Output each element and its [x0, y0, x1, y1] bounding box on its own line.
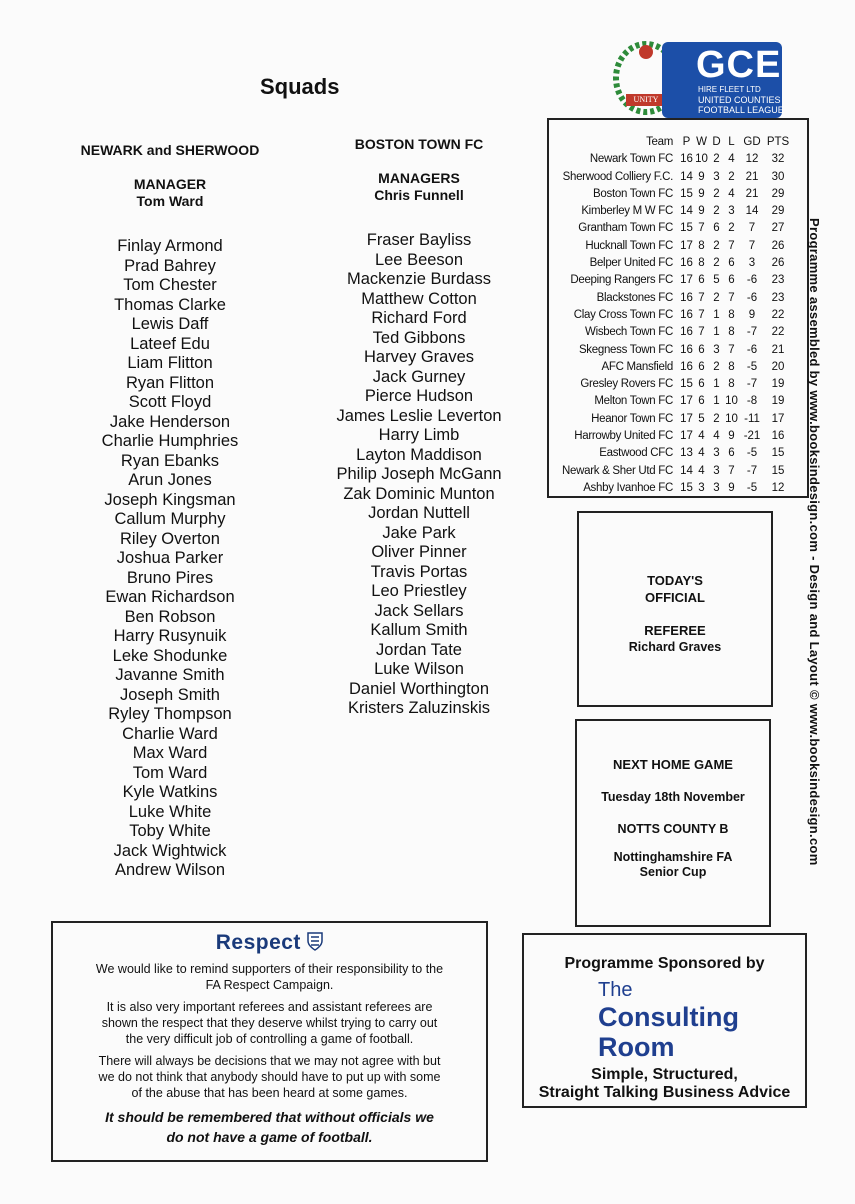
respect-p3-line3: of the abuse that has been heard at some games. — [131, 1086, 408, 1100]
home-player: Bruno Pires — [126, 568, 214, 587]
league-cell-pts: 15 — [771, 447, 785, 460]
league-cell-d: 1 — [713, 378, 720, 391]
league-cell-l: 10 — [725, 395, 738, 408]
league-cell-team: Wisbech Town FC — [585, 326, 673, 339]
away-player: Zak Dominic Munton — [343, 484, 495, 503]
league-cell-team: Harrowby United FC — [574, 430, 673, 443]
league-cell-team: Belper United FC — [589, 257, 673, 270]
home-manager-label: MANAGER — [133, 176, 207, 192]
league-cell-gd: 9 — [748, 308, 756, 321]
league-cell-pts: 22 — [771, 326, 785, 339]
away-player: Luke Wilson — [374, 660, 464, 678]
league-row — [557, 151, 791, 168]
league-cell-l: 7 — [728, 464, 735, 477]
home-player: Jack Wightwick — [113, 841, 227, 860]
league-cell-p: 14 — [680, 464, 693, 477]
away-player: Lee Beeson — [374, 250, 464, 269]
league-cell-gd: 21 — [745, 187, 759, 200]
respect-box — [51, 921, 488, 1162]
league-cell-pts: 23 — [771, 291, 785, 304]
home-player: Liam Flitton — [127, 354, 213, 372]
home-player: Scott Floyd — [128, 393, 212, 411]
header-p: P — [682, 136, 691, 148]
league-cell-d: 1 — [713, 326, 720, 339]
league-cell-l: 8 — [728, 308, 735, 321]
league-cell-l: 6 — [728, 257, 735, 270]
league-cell-pts: 22 — [771, 308, 785, 321]
league-cell-w: 8 — [698, 257, 705, 270]
league-cell-d: 2 — [713, 205, 720, 218]
league-cell-p: 14 — [680, 205, 693, 218]
league-cell-pts: 16 — [771, 430, 785, 443]
league-cell-p: 16 — [680, 343, 693, 356]
home-player: Charlie Ward — [122, 724, 218, 743]
league-cell-team: Eastwood CFC — [599, 447, 673, 460]
home-player: Luke White — [128, 802, 212, 821]
league-cell-pts: 26 — [771, 257, 785, 270]
logo-sub2: UNITED COUNTIES — [698, 95, 781, 105]
league-cell-gd: -7 — [746, 378, 758, 391]
league-cell-d: 2 — [713, 153, 720, 166]
league-cell-d: 2 — [713, 412, 720, 425]
league-cell-team: Skegness Town FC — [578, 343, 673, 356]
respect-p2-line2: shown the respect that they deserve whilst trying to carry out — [101, 1016, 438, 1030]
league-table — [557, 134, 791, 497]
away-player: Harvey Graves — [363, 348, 475, 366]
league-cell-d: 2 — [713, 187, 720, 200]
league-cell-w: 4 — [698, 447, 705, 460]
league-cell-p: 17 — [680, 412, 693, 425]
league-cell-w: 6 — [698, 274, 705, 287]
league-cell-team: Gresley Rovers FC — [580, 378, 673, 391]
sponsor-name-line1: The — [598, 979, 633, 1001]
league-cell-team: Melton Town FC — [594, 395, 673, 408]
league-cell-pts: 26 — [771, 239, 785, 252]
league-cell-gd: -5 — [746, 447, 758, 460]
league-cell-gd: -8 — [746, 395, 758, 408]
league-cell-p: 13 — [680, 447, 693, 460]
home-player: Max Ward — [132, 744, 208, 762]
league-cell-l: 2 — [728, 222, 735, 235]
home-player-list — [55, 237, 285, 881]
away-manager-label: MANAGERS — [378, 170, 460, 186]
home-player: Joshua Parker — [116, 549, 224, 567]
home-player: Joseph Kingsman — [104, 490, 236, 509]
league-cell-pts: 32 — [771, 153, 785, 166]
league-cell-l: 9 — [728, 481, 735, 494]
league-cell-w: 6 — [698, 378, 705, 391]
league-cell-pts: 29 — [771, 187, 785, 200]
away-player: James Leslie Leverton — [336, 406, 502, 425]
league-cell-gd: 3 — [748, 257, 756, 270]
referee-label: REFEREE — [644, 623, 706, 638]
league-cell-w: 7 — [698, 222, 705, 235]
logo-main-text: GCE — [696, 44, 782, 86]
header-d: D — [712, 136, 721, 148]
league-cell-w: 6 — [698, 395, 705, 408]
home-player: Javanne Smith — [115, 666, 225, 684]
league-cell-gd: -5 — [746, 481, 758, 494]
respect-p2-line3: the very difficult job of controlling a game of football. — [125, 1032, 414, 1046]
league-cell-p: 15 — [680, 378, 693, 391]
league-cell-l: 4 — [728, 153, 735, 166]
league-cell-l: 8 — [728, 326, 735, 339]
league-cell-p: 14 — [680, 170, 693, 183]
home-manager-name: Tom Ward — [136, 193, 204, 209]
league-row — [557, 186, 791, 203]
league-cell-pts: 21 — [771, 343, 785, 356]
league-row — [557, 411, 791, 428]
league-cell-l: 6 — [728, 447, 735, 460]
league-row — [557, 307, 791, 324]
league-cell-gd: -5 — [746, 360, 758, 373]
league-row — [557, 445, 791, 462]
league-cell-gd: 7 — [748, 239, 756, 252]
away-player: Jordan Nuttell — [368, 504, 470, 522]
respect-title-text: Respect — [215, 931, 301, 954]
todays-official-box — [577, 511, 773, 707]
away-player: Oliver Pinner — [371, 543, 467, 561]
league-cell-l: 7 — [728, 343, 735, 356]
league-cell-w: 6 — [698, 343, 705, 356]
league-cell-w: 7 — [698, 326, 705, 339]
league-cell-gd: -7 — [746, 464, 758, 477]
league-cell-pts: 17 — [771, 412, 785, 425]
home-player: Ewan Richardson — [105, 588, 235, 606]
league-cell-w: 3 — [698, 481, 705, 494]
home-player: Thomas Clarke — [114, 295, 226, 314]
league-row — [557, 428, 791, 445]
league-cell-gd: -6 — [746, 274, 758, 287]
next-game-opponent: NOTTS COUNTY B — [617, 822, 729, 836]
respect-final-line1: It should be remembered that without officials we — [105, 1109, 434, 1125]
league-cell-w: 9 — [698, 205, 705, 218]
league-cell-w: 9 — [698, 187, 705, 200]
header-w: W — [696, 136, 707, 148]
away-team-name: BOSTON TOWN FC — [354, 136, 484, 152]
home-team-name: NEWARK and SHERWOOD — [80, 142, 260, 158]
home-player: Kyle Watkins — [122, 783, 218, 801]
home-player: Ben Robson — [124, 607, 216, 626]
design-credit-sidebar: Programme assembled by www.booksindesign.com - Design and Layout © www.booksindesign.com — [807, 218, 822, 866]
away-player-list — [304, 231, 534, 719]
league-cell-d: 3 — [713, 464, 720, 477]
away-player: Jordan Tate — [376, 640, 462, 659]
header-l: L — [728, 136, 735, 148]
league-row — [557, 290, 791, 307]
away-player: Jack Gurney — [372, 367, 466, 386]
league-cell-w: 7 — [698, 291, 705, 304]
league-cell-l: 3 — [728, 205, 735, 218]
league-cell-l: 8 — [728, 360, 735, 373]
league-cell-gd: -6 — [746, 343, 758, 356]
league-cell-l: 6 — [728, 274, 735, 287]
home-player: Lateef Edu — [130, 334, 210, 353]
home-player: Tom Chester — [123, 276, 217, 294]
league-cell-l: 4 — [728, 187, 735, 200]
away-player: Pierce Hudson — [364, 387, 474, 405]
league-cell-p: 16 — [680, 257, 693, 270]
league-cell-team: Grantham Town FC — [578, 222, 673, 235]
away-player: Jack Sellars — [374, 601, 464, 620]
away-player: Mackenzie Burdass — [347, 270, 491, 288]
home-player: Leke Shodunke — [112, 646, 228, 665]
home-player: Finlay Armond — [117, 237, 223, 255]
league-cell-gd: -6 — [746, 291, 758, 304]
league-cell-team: Blackstones FC — [596, 291, 673, 304]
league-cell-d: 1 — [713, 395, 720, 408]
league-cell-p: 16 — [680, 326, 693, 339]
next-game-competition-1: Nottinghamshire FA — [613, 850, 733, 864]
league-cell-l: 10 — [725, 412, 738, 425]
respect-p3-line2: we do not think that anybody should have to put up with some — [98, 1070, 441, 1084]
sponsor-tagline-1: Simple, Structured, — [591, 1066, 738, 1083]
league-cell-w: 4 — [698, 464, 705, 477]
referee-name: Richard Graves — [628, 640, 722, 654]
league-cell-l: 7 — [728, 239, 735, 252]
league-cell-d: 3 — [713, 343, 720, 356]
logo-sub1: HIRE FLEET LTD — [698, 85, 761, 94]
league-cell-p: 17 — [680, 274, 693, 287]
league-cell-pts: 12 — [771, 481, 785, 494]
league-cell-p: 15 — [680, 187, 693, 200]
league-row — [557, 272, 791, 289]
sponsor-title: Programme Sponsored by — [564, 955, 765, 972]
league-cell-d: 2 — [713, 360, 720, 373]
home-player: Harry Rusynuik — [113, 627, 227, 645]
league-cell-w: 8 — [698, 239, 705, 252]
league-cell-p: 17 — [680, 430, 693, 443]
home-player: Prad Bahrey — [124, 256, 216, 275]
league-cell-w: 5 — [698, 412, 705, 425]
league-cell-team: Newark Town FC — [589, 153, 673, 166]
league-cell-p: 16 — [680, 153, 693, 166]
league-row — [557, 342, 791, 359]
home-player: Riley Overton — [120, 529, 220, 548]
header-pts: PTS — [766, 136, 790, 148]
league-cell-p: 16 — [680, 291, 693, 304]
league-row — [557, 203, 791, 220]
league-table-header — [557, 134, 791, 151]
league-cell-team: Newark & Sher Utd FC — [562, 464, 673, 477]
league-cell-team: Hucknall Town FC — [585, 239, 673, 252]
next-game-competition-2: Senior Cup — [639, 865, 707, 879]
league-cell-l: 9 — [728, 430, 735, 443]
league-cell-pts: 30 — [771, 170, 785, 183]
header-team: Team — [646, 136, 673, 148]
league-cell-pts: 20 — [771, 360, 785, 373]
league-cell-p: 15 — [680, 222, 693, 235]
league-row — [557, 463, 791, 480]
league-cell-pts: 15 — [771, 464, 785, 477]
home-player: Arun Jones — [128, 471, 212, 489]
away-player: Matthew Cotton — [361, 289, 477, 308]
league-row — [557, 220, 791, 237]
league-cell-p: 17 — [680, 239, 693, 252]
sponsor-name-line2: Consulting — [598, 1002, 739, 1032]
league-cell-team: Boston Town FC — [593, 187, 673, 200]
league-logo — [612, 38, 786, 122]
league-cell-gd: -7 — [746, 326, 758, 339]
league-row — [557, 393, 791, 410]
away-player: Fraser Bayliss — [366, 231, 472, 249]
league-cell-team: Clay Cross Town FC — [573, 308, 673, 321]
league-cell-l: 7 — [728, 291, 735, 304]
league-row — [557, 238, 791, 255]
league-cell-d: 3 — [713, 447, 720, 460]
league-cell-l: 2 — [728, 170, 735, 183]
league-row — [557, 324, 791, 341]
league-cell-p: 17 — [680, 395, 693, 408]
away-player: Harry Limb — [378, 426, 460, 444]
home-player: Joseph Smith — [120, 685, 220, 704]
official-heading-1: TODAY'S — [647, 573, 703, 588]
league-cell-d: 2 — [713, 239, 720, 252]
respect-p1-line1: We would like to remind supporters of their responsibility to the — [95, 962, 444, 976]
league-cell-team: Ashby Ivanhoe FC — [583, 481, 673, 494]
sponsor-tagline-2: Straight Talking Business Advice — [538, 1084, 791, 1101]
league-cell-gd: 12 — [745, 153, 759, 166]
respect-final-line2: do not have a game of football. — [166, 1129, 373, 1145]
next-game-heading: NEXT HOME GAME — [613, 757, 733, 772]
league-cell-d: 2 — [713, 291, 720, 304]
next-home-game-box — [575, 719, 771, 927]
league-cell-team: AFC Mansfield — [601, 360, 673, 373]
away-team-column — [304, 136, 534, 719]
league-cell-p: 16 — [680, 308, 693, 321]
official-heading-2: OFFICIAL — [645, 590, 705, 605]
league-cell-pts: 27 — [771, 222, 785, 235]
fa-crest-icon — [307, 932, 323, 951]
league-cell-gd: 21 — [745, 170, 759, 183]
away-player: Jake Park — [382, 523, 456, 542]
respect-p2-line1: It is also very important referees and assistant referees are — [106, 1000, 433, 1014]
league-row — [557, 359, 791, 376]
sponsor-name-line3: Room — [598, 1032, 675, 1062]
league-cell-l: 8 — [728, 378, 735, 391]
home-player: Jake Henderson — [109, 412, 231, 431]
away-player: Philip Joseph McGann — [336, 465, 502, 483]
league-cell-pts: 29 — [771, 205, 785, 218]
league-cell-d: 2 — [713, 257, 720, 270]
home-player: Callum Murphy — [114, 510, 226, 528]
away-player: Layton Maddison — [356, 445, 482, 464]
league-cell-d: 6 — [713, 222, 720, 235]
league-cell-d: 3 — [713, 170, 720, 183]
league-cell-team: Heanor Town FC — [591, 412, 673, 425]
home-player: Toby White — [129, 822, 211, 840]
league-cell-w: 10 — [695, 153, 708, 166]
away-manager-name: Chris Funnell — [374, 187, 464, 203]
league-cell-team: Deeping Rangers FC — [570, 274, 673, 287]
league-row — [557, 376, 791, 393]
league-row — [557, 169, 791, 186]
home-player: Ryan Ebanks — [120, 451, 220, 470]
league-cell-w: 9 — [698, 170, 705, 183]
league-table-box — [547, 118, 809, 498]
league-cell-gd: -21 — [743, 430, 761, 443]
home-team-column — [55, 142, 285, 881]
next-game-date: Tuesday 18th November — [601, 790, 745, 804]
league-cell-w: 6 — [698, 360, 705, 373]
league-cell-p: 16 — [680, 360, 693, 373]
league-cell-d: 5 — [713, 274, 720, 287]
respect-p1-line2: FA Respect Campaign. — [205, 978, 334, 992]
league-cell-gd: 7 — [748, 222, 756, 235]
league-cell-d: 4 — [713, 430, 720, 443]
page-title: Squads — [260, 74, 340, 99]
away-player: Ted Gibbons — [372, 328, 466, 347]
away-player: Daniel Worthington — [348, 679, 490, 698]
away-player: Kallum Smith — [370, 621, 468, 639]
respect-title — [53, 931, 486, 955]
respect-p3-line1: There will always be decisions that we may not agree with but — [98, 1054, 441, 1068]
league-cell-gd: -11 — [744, 412, 760, 425]
league-cell-pts: 19 — [771, 378, 785, 391]
home-player: Andrew Wilson — [114, 861, 226, 879]
league-row — [557, 255, 791, 272]
league-row — [557, 480, 791, 497]
logo-badge-text: UNITY — [633, 95, 659, 104]
away-player: Richard Ford — [371, 309, 467, 327]
away-player: Travis Portas — [370, 562, 468, 581]
home-player: Ryan Flitton — [125, 373, 215, 392]
home-player: Charlie Humphries — [101, 432, 239, 450]
logo-sub3: FOOTBALL LEAGUE — [698, 105, 784, 115]
league-cell-w: 4 — [698, 430, 705, 443]
league-cell-d: 1 — [713, 308, 720, 321]
away-player: Leo Priestley — [371, 582, 467, 600]
away-player: Kristers Zaluzinskis — [347, 699, 491, 717]
league-cell-team: Kimberley M W FC — [581, 205, 673, 218]
league-cell-d: 3 — [713, 481, 720, 494]
home-player: Tom Ward — [132, 763, 208, 782]
league-cell-w: 7 — [698, 308, 705, 321]
home-player: Lewis Daff — [131, 315, 209, 333]
league-cell-gd: 14 — [745, 205, 759, 218]
league-cell-pts: 23 — [771, 274, 785, 287]
sponsor-box — [522, 933, 807, 1108]
header-gd: GD — [743, 136, 761, 148]
league-cell-p: 15 — [680, 481, 693, 494]
league-cell-team: Sherwood Colliery F.C. — [562, 170, 673, 183]
league-cell-pts: 19 — [771, 395, 785, 408]
home-player: Ryley Thompson — [108, 705, 232, 723]
